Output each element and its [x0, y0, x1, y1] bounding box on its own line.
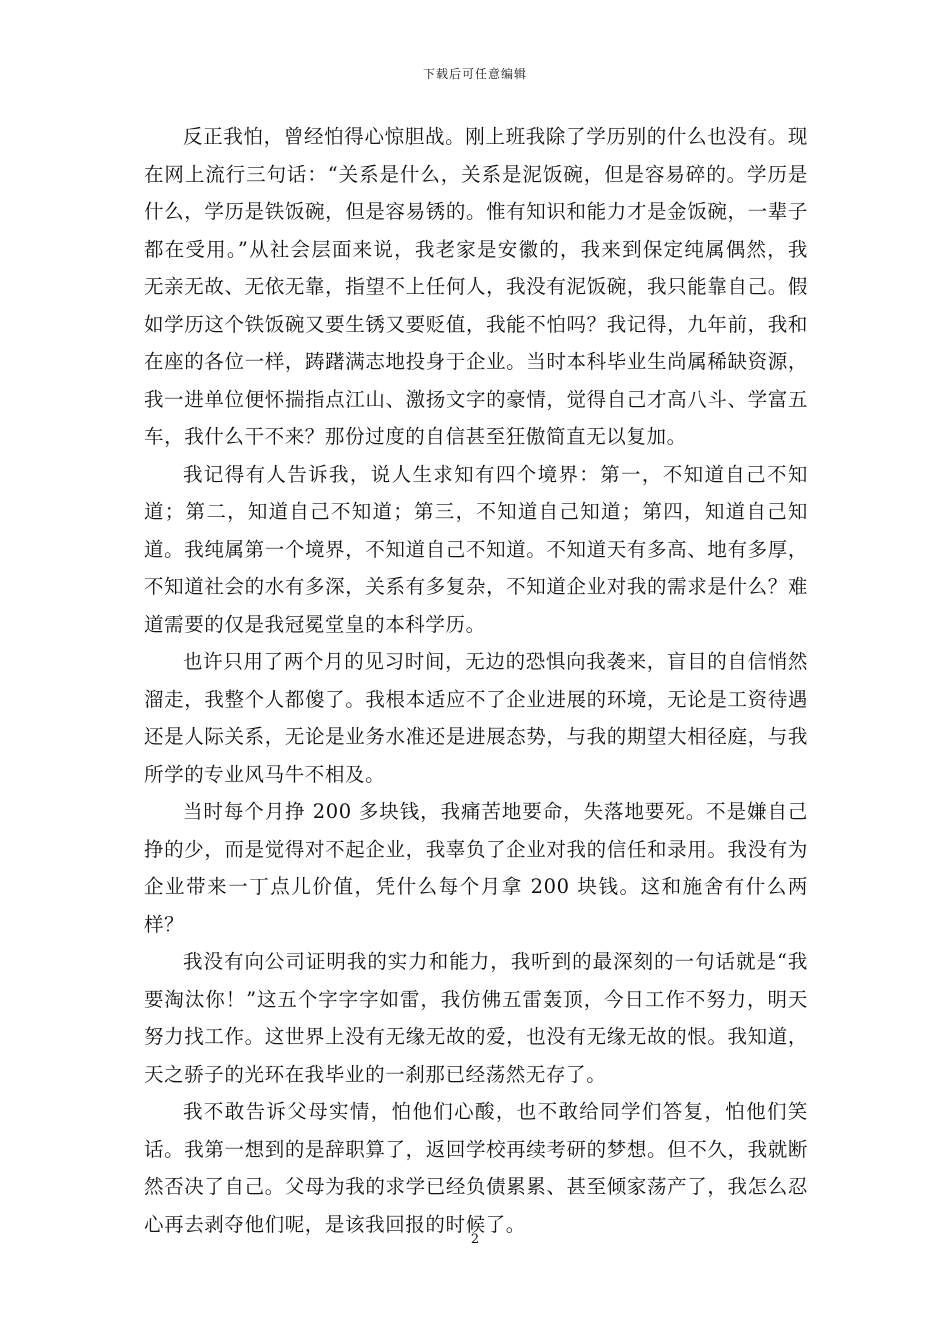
- page-number: 2: [470, 1232, 480, 1247]
- paragraph: 反正我怕，曾经怕得心惊胆战。刚上班我除了学历别的什么也没有。现在网上流行三句话：“关系是什么，关系是泥饭碗，但是容易碎的。学历是什么，学历是铁饭碗，但是容易锈的。惟有知识和能力才是金饭碗，一辈子都在受用。”从社会层面来说，我老家是安徽的，我来到保定纯属偶然，我无亲无故、无依无靠，指望不上任何人，我没有泥饭碗，我只能靠自己。假如学历这个铁饭碗又要生锈又要贬值，我能不怕吗？我记得，九年前，我和在座的各位一样，踌躇满志地投身于企业。当时本科毕业生尚属稀缺资源，我一进单位便怀揣指点江山、激扬文字的豪情，觉得自己才高八斗、学富五车，我什么干不来？那份过度的自信甚至狂傲简直无以复加。: [144, 125, 808, 448]
- paragraph: 当时每个月挣 200 多块钱，我痛苦地要命，失落地要死。不是嫌自己挣的少，而是觉得对不起企业，我辜负了企业对我的信任和录用。我没有为企业带来一丁点儿价值，凭什么每个月拿 200 块钱。这和施舍有什么两样？: [144, 800, 808, 936]
- page-header: 下载后可任意编辑: [422, 67, 527, 81]
- paragraph: 我记得有人告诉我，说人生求知有四个境界：第一，不知道自己不知道；第二，知道自己不知道；第三，不知道自己知道；第四，知道自己知道。我纯属第一个境界，不知道自己不知道。不知道天有多高、地有多厚，不知道社会的水有多深，关系有多复杂，不知道企业对我的需求是什么？难道需要的仅是我冠冕堂皇的本科学历。: [144, 462, 808, 636]
- document-body: [144, 118, 808, 1243]
- paragraph: 我没有向公司证明我的实力和能力，我听到的最深刻的一句话就是“我要淘汰你！”这五个字字字如雷，我仿佛五雷轰顶，今日工作不努力，明天努力找工作。这世界上没有无缘无故的爱，也没有无缘无故的恨。我知道，天之骄子的光环在我毕业的一刹那已经荡然无存了。: [144, 950, 808, 1086]
- paragraph: 也许只用了两个月的见习时间，无边的恐惧向我袭来，盲目的自信悄然溜走，我整个人都傻了。我根本适应不了企业进展的环境，无论是工资待遇还是人际关系，无论是业务水准还是进展态势，与我的期望大相径庭，与我所学的专业风马牛不相及。: [144, 650, 808, 786]
- paragraph: 我不敢告诉父母实情，怕他们心酸，也不敢给同学们答复，怕他们笑话。我第一想到的是辞职算了，返回学校再续考研的梦想。但不久，我就断然否决了自己。父母为我的求学已经负债累累、甚至倾家荡产了，我怎么忍心再去剥夺他们呢，是该我回报的时候了。: [144, 1100, 808, 1236]
